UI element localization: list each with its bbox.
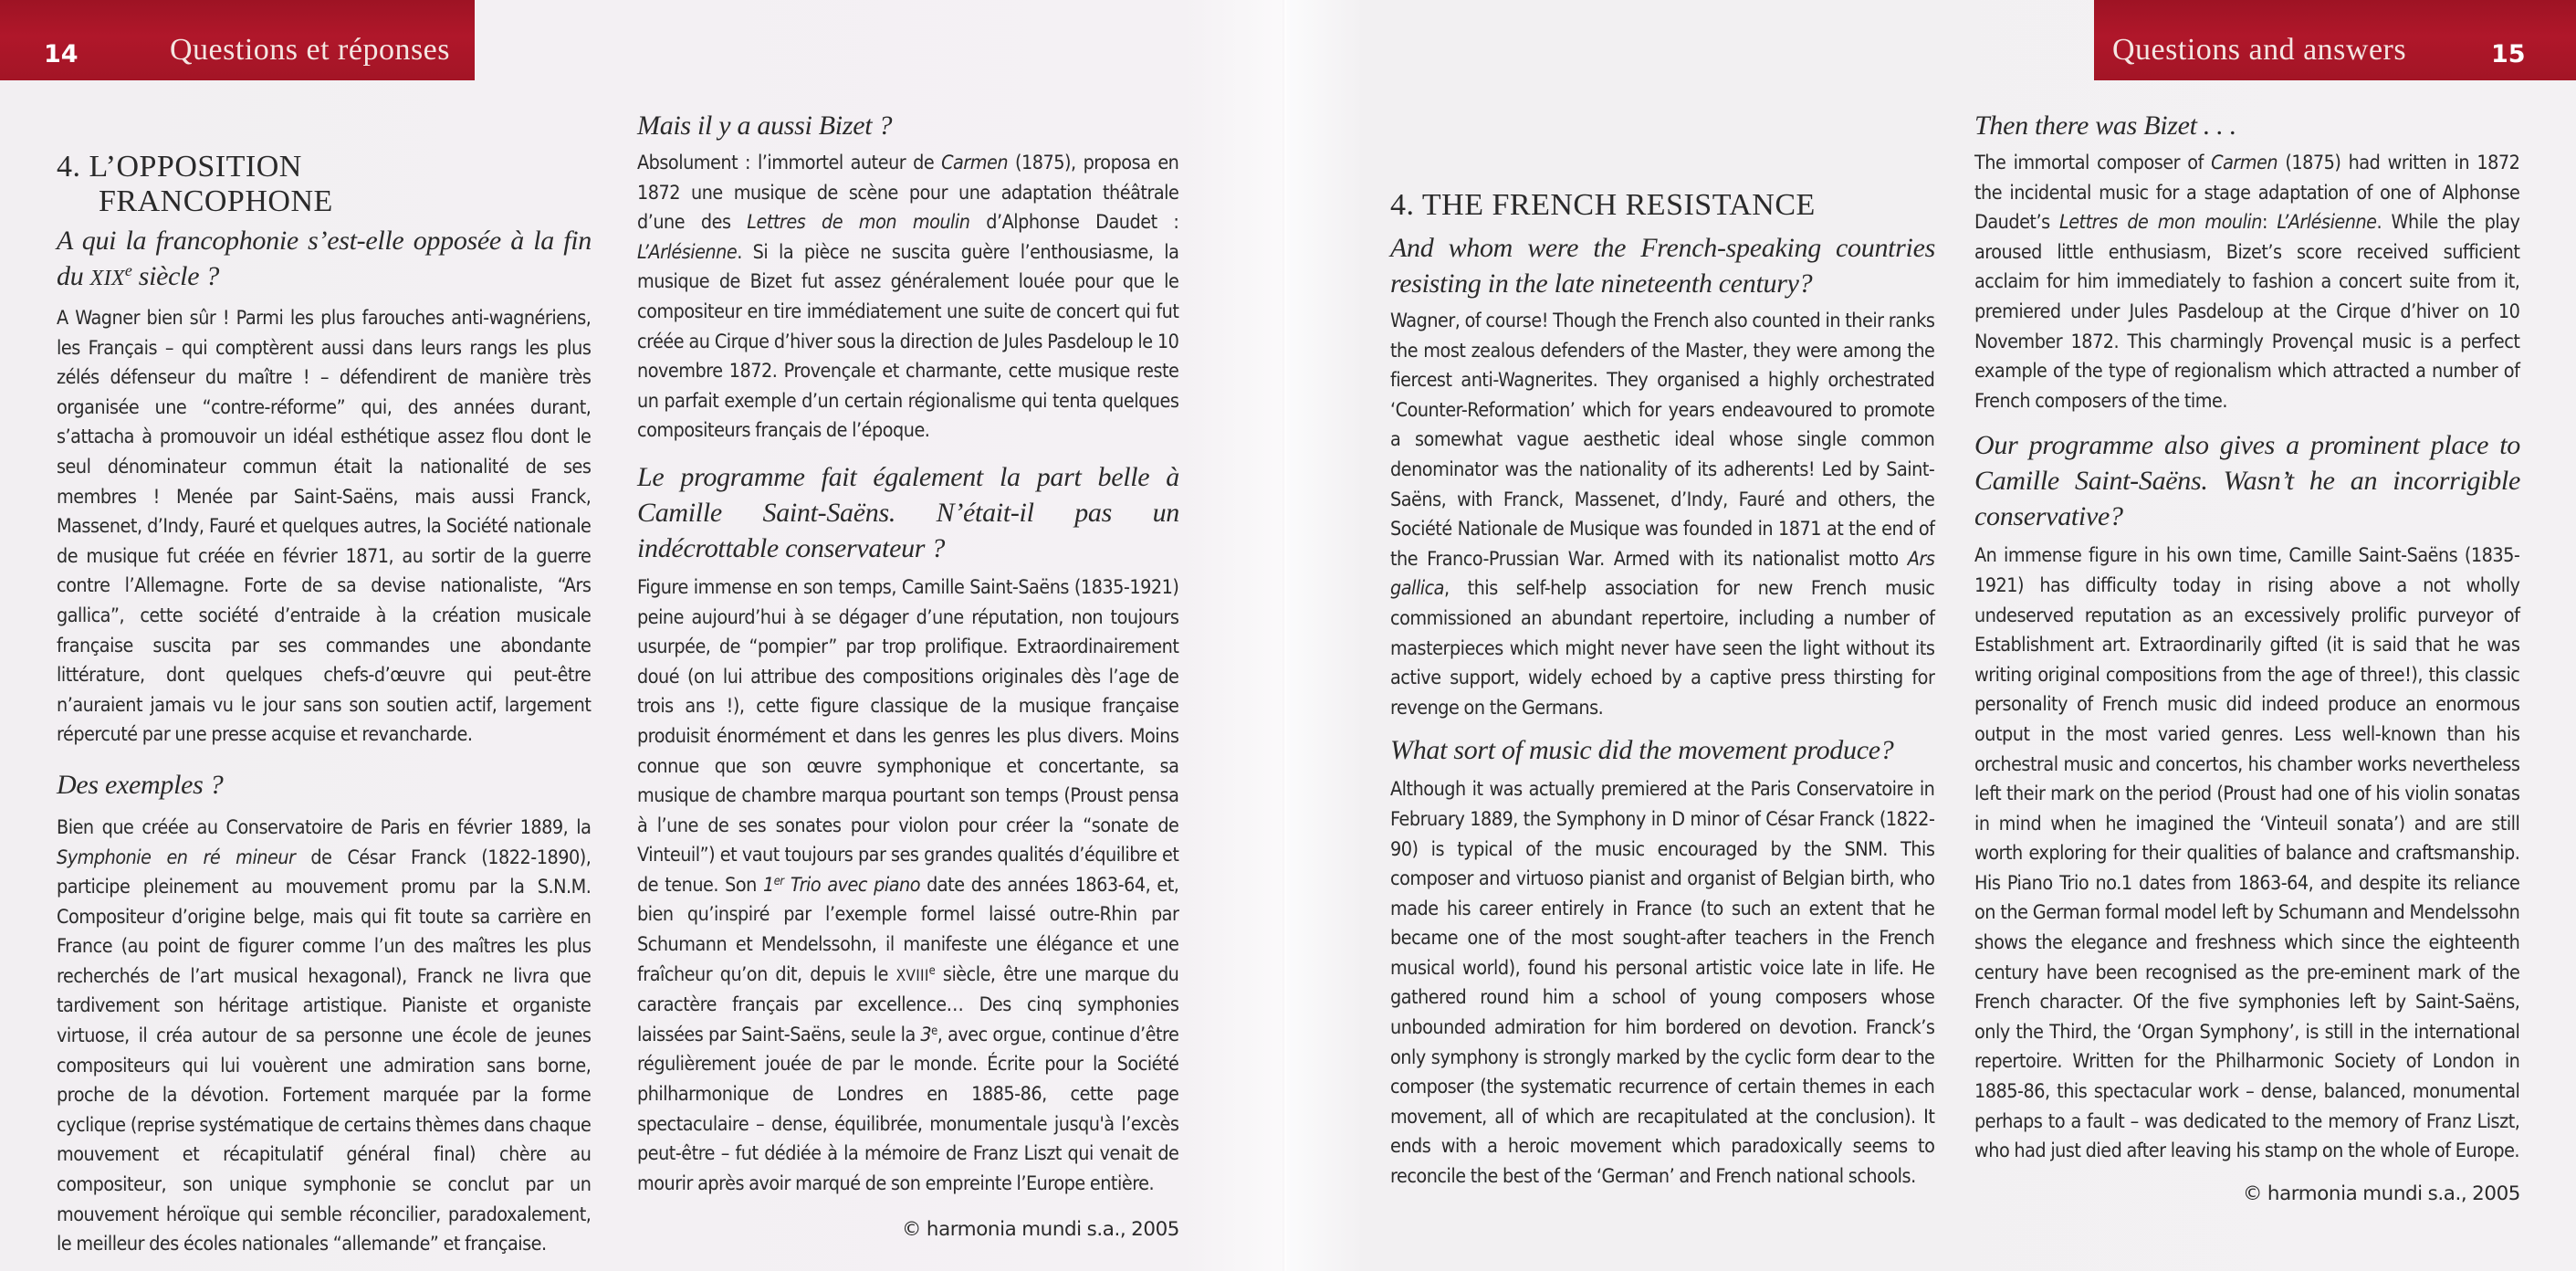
superscript: e [124,261,132,280]
answer-text: The immortal composer of [1974,152,2212,174]
answer-text: : [2262,211,2278,235]
left-page [0,0,1287,1271]
right-page-column-1 [1390,188,1935,1192]
answer-paragraph [637,149,1178,446]
superscript: e [931,1024,937,1038]
work-title: L’Arlésienne [2277,211,2377,235]
question-heading: Our programme also gives a prominent place to Camille Saint-Saëns. Wasn’t he an incorrigible conservative? [1974,430,2520,532]
answer-text: (1875), proposa en 1872 une musique de scène pour une adaptation théâtrale d’une des [637,152,1179,235]
page-number: 15 [2491,40,2526,68]
left-page-column-1 [57,150,592,1260]
superscript: e [928,963,936,978]
work-title: Lettres de mon moulin [2058,211,2262,235]
answer-paragraph: A Wagner bien sûr ! Parmi les plus farouches anti-wagnériens, les Français – qui comptèrent aussi dans leurs rangs les plus zélés défenseur du maître ! – défendirent de manière très organisée une “contre-réforme” qui, des années durant, s’attacha à promouvoir un idéal esthétique assez flou dont le seul dénominateur commun était la nationalité de ses membres ! Menée par Saint-Saëns, mais aussi Franck, Massenet, d’Indy, Fauré et quelques autres, la Société nationale de musique fut créée en février 1871, au sortir de la guerre contre l’Allemagne. Forte de sa devise nationaliste, “Ars gallica”, cette société d’entraide à la création musicale française suscita par ses commandes une abondante littérature, dont quelques chefs-d’œuvre qui peut-être n’auraient jamais vu le jour sans son soutien actif, largement répercuté par une presse acquise et revancharde. [57,307,592,747]
question-heading: What sort of music did the movement produce? [1390,735,1894,766]
answer-text: (1875) had written in 1872 the incidental music for a stage adaptation of one of Alphonse Daudet’s [1974,152,2520,235]
answer-text: . While the play aroused little enthusiasm, Bizet’s score received sufficient acclaim for him immediately to fashion a concert suite from it, premiered under Jules Pasdeloup at the Cirque d’hiver on 10 November 1872. This charmingly Provençal music is a perfect example of the type of regionalism which attracted a number of French composers of the time. [1974,211,2520,413]
copyright-notice: © harmonia mundi s.a., 2005 [2243,1182,2520,1205]
answer-text: Bien que créée au Conservatoire de Paris en février 1889, la [57,815,592,839]
answer-text: . Si la pièce ne suscita guère l’enthousiasme, la musique de Bizet fut assez généralement louée pour que le compositeur en tire immédiatement une suite de concert qui fut créée au Cirque d’hiver sous la direction de Jules Pasdeloup le 10 novembre 1872. Provençale et charmante, cette musique reste un parfait exemple d’un certain régionalisme qui tenta quelques compositeurs français de l’époque. [637,240,1179,443]
answer-text: , this self-help association for new French music commissioned an abundant repertoire, including a number of masterpieces which might never have seen the light without its active support, widely echoed by a captive press thirsting for revenge on the Germans. [1390,577,1935,720]
ordinal-number: 1 [763,873,774,897]
question-heading: Des exemples ? [57,769,224,800]
page-header-banner [2094,0,2576,80]
work-title: L’Arlésienne [637,240,738,264]
answer-text: Absolument : l’immortel auteur de [637,152,942,174]
work-title: Carmen [2211,152,2278,174]
century-numeral: XIX [89,267,125,290]
superscript: er [773,874,784,888]
page-header-title: Questions and answers [2112,33,2407,67]
answer-paragraph [57,814,591,1260]
question-heading: Mais il y a aussi Bizet ? [637,110,893,141]
answer-paragraph [1974,149,2519,416]
work-title [763,874,920,897]
page-header-banner [0,0,475,80]
answer-text: de César Franck (1822-1890), participe pleinement au mouvement promu par la S.N.M. Compositeur d’origine belge, mais qui fit toute sa carrière en France (au point de figurer comme l’un des maîtres les plus recherchés de l’art musical hexagonal), Franck ne livra que tardivement son héritage artistique. Pianiste et organiste virtuose, il créa autour de sa personne une école de jeunes compositeurs qui lui vouèrent une admiration sans borne, proche de la dévotion. Fortement marquée par la forme cyclique (reprise systématique de certains thèmes dans chaque mouvement et récapitulatif général final) chère au compositeur, son unique symphonie se conclut par un mouvement héroïque qui semble réconcilier, paradoxalement, le meilleur des écoles nationales “allemande” et française. [57,846,592,1256]
right-page [1287,0,2576,1271]
motto: Ars gallica [1390,547,1935,601]
question-text: A qui la francophonie s’est-elle opposée à la fin du [57,226,592,291]
answer-text: siècle, être une marque du caractère français par excellence… Des cinq symphonies laissées par Saint-Saëns, seule la [637,962,1179,1046]
answer-paragraph: An immense figure in his own time, Camille Saint-Saëns (1835-1921) has difficulty today in rising above a not wholly undeserved reputation as an excessively prolific purveyor of Establishment art. Extraordinarily gifted (it is said that he was writing original compositions from the age of three!), this classic personality of French music did indeed produce an enormous output in the most varied genres. Less well-known than his orchestral music and concertos, his chamber works nevertheless left their mark on the period (Proust had one of his violin sonatas in mind when he imagined the ‘Vinteuil sonata’) and are still worth exploring for their qualities of balance and craftsmanship. His Piano Trio no.1 dates from 1863-64, and despite its reliance on the German formal model left by Schumann and Mendelssohn shows the elegance and freshness which since the eighteenth century have been recognised as the pre-eminent mark of the French character. Of the five symphonies left by Saint-Saëns, only the Third, the ‘Organ Symphony’, is still in the international repertoire. Written for the Philharmonic Society of London in 1885-86, this spectacular work – dense, balanced, monumental perhaps to a fault – was dedicated to the memory of Franz Liszt, who had just died after leaving his stamp on the whole of Europe. [1974,544,2520,1163]
answer-text: d’Alphonse Daudet : [969,211,1179,235]
century-numeral: XVIII [895,966,929,985]
section-heading-line-2: FRANCOPHONE [99,184,333,218]
ordinal-number: 3 [920,1023,932,1046]
question-text: siècle ? [131,261,220,291]
section-heading-line-1: 4. L’OPPOSITION [57,150,302,184]
answer-text: , avec orgue, continue d’être régulièrement jouée de par le monde. Écrite pour la Société philharmonique de Londres en 1885-86, cette page spectaculaire – dense, équilibrée, monumentale jusqu'à l’excès peut-être – fut dédiée à la mémoire de Franz Liszt qui venait de mourir après avoir marqué de son empreinte l’Europe entière. [637,1023,1179,1195]
section-heading: 4. THE FRENCH RESISTANCE [1390,188,1816,222]
answer-text: date des années 1863-64, et, bien qu’inspiré par l’exemple formel laissé outre-Rhin par Schumann et Mendelssohn, il manifeste une élégance et une fraîcheur qu’on dit, depuis le [637,873,1179,986]
question-heading: Then there was Bizet . . . [1974,110,2236,141]
page-header-title: Questions et réponses [170,33,451,67]
left-page-column-2 [637,108,1179,1245]
work-title: Symphonie en ré mineur [57,846,296,869]
section-heading [57,150,592,219]
work-title: Carmen [941,152,1009,174]
question-heading [57,223,592,297]
question-heading: Le programme fait également la part belle à Camille Saint-Saëns. N’était-il pas un indécrottable conservateur ? [637,461,1179,563]
answer-paragraph: Although it was actually premiered at the Paris Conservatoire in February 1889, the Symphony in D minor of César Franck (1822-90) is typical of the music encouraged by the SNM. This composer and virtuoso pianist and organist of Belgian birth, who made his career entirely in France (to such an extent that he became one of the most sought-after teachers in the French musical world), found his personal artistic voice late in life. He gathered round him a school of young composers whose unbounded admiration for him bordered on devotion. Franck’s only symphony is strongly marked by the cyclic form dear to the composer (the systematic recurrence of certain themes in each movement, all of which are recapitulated at the conclusion). It ends with a heroic movement which paradoxically seems to reconcile the best of the ‘German’ and French national schools. [1390,778,1935,1189]
copyright-notice: © harmonia mundi s.a., 2005 [902,1218,1179,1242]
page-number: 14 [44,40,79,68]
answer-paragraph [1390,307,1934,723]
work-title: Lettres de mon moulin [747,211,970,235]
answer-text: Wagner, of course! Though the French also counted in their ranks the most zealous defenders of the Master, they were among the fiercest anti-Wagnerites. They organised a highly orchestrated ‘Counter-Reformation’ which for years endeavoured to promote a somewhat vague aesthetic ideal whose single common denominator was the nationality of its adherents! Led by Saint-Saëns, with Franck, Massenet, d’Indy, Fauré and others, the Société Nationale de Musique was founded in 1871 at the end of the Franco-Prussian War. Armed with its nationalist motto [1390,310,1935,571]
question-heading: And whom were the French-speaking countries resisting in the late nineteenth century? [1390,233,1935,299]
answer-paragraph [637,573,1178,1199]
answer-text: Figure immense en son temps, Camille Saint-Saëns (1835-1921) peine aujourd’hui à se dégager d’une réputation, non toujours usurpée, de “pompier” par trop prolifique. Extraordinairement doué (on lui attribue des compositions originales dès l’age de trois ans !), cette figure classique de la musique française produisit énormément et dans les genres les plus divers. Moins connue que son œuvre symphonique et concertante, sa musique de chambre marqua pourtant son temps (Proust pensa à l’une de ses sonates pour violon pour créer la “sonate de Vinteuil”) et vaut toujours par ses grandes qualités d’équilibre et de tenue. Son [637,575,1179,897]
work-title-text: Trio avec piano [783,873,920,897]
right-page-column-2 [1974,108,2520,1209]
